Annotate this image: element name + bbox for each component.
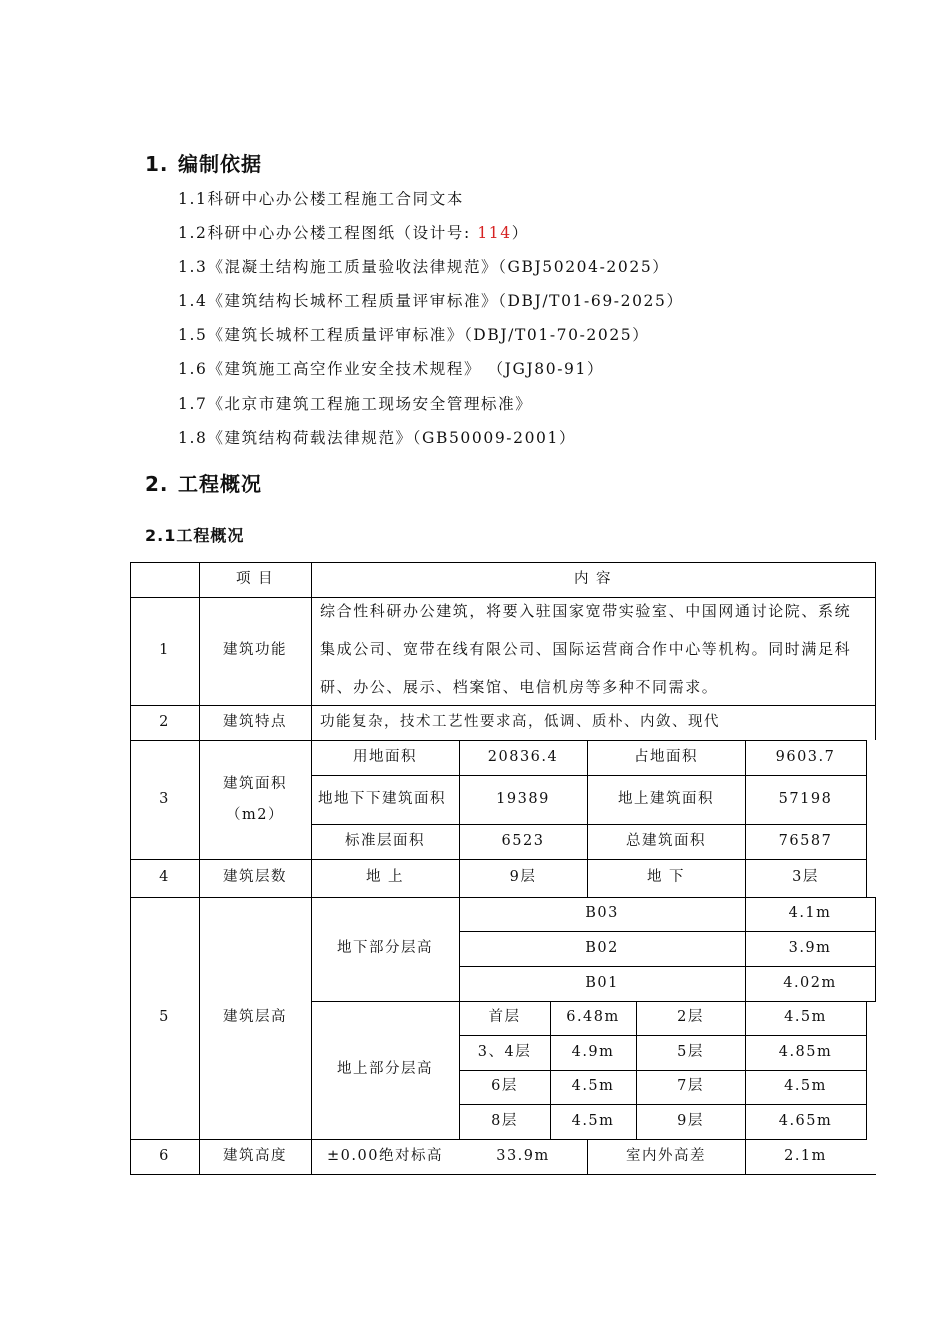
row-label: 建筑功能 [223,642,287,659]
height-label: ±0.00绝对标高 [327,1147,443,1164]
area-label: 占地面积 [634,748,698,765]
area-label: 地地下下建筑面积 [318,790,446,807]
area-value: 20836.4 [487,748,559,765]
building-features-text: 功能复杂，技术工艺性要求高，低调、质朴、内敛、现代 [320,713,720,730]
floor-name: 3、4层 [477,1043,532,1060]
row-label: 建筑面积（m2） [223,775,287,823]
header-content: 内 容 [573,570,613,587]
section-number: 2. [145,472,169,496]
design-number: 114 [477,224,512,242]
header-item: 项 目 [235,570,275,587]
floor-height: 6.48m [566,1009,620,1026]
floor-height: 4.85m [778,1043,833,1060]
area-value: 9603.7 [775,748,836,765]
basis-item-7: 1.7《北京市建筑工程施工现场安全管理标准》 [178,395,533,413]
section-title: 工程概况 [178,472,262,496]
floor-name: 5层 [677,1043,704,1060]
row-number: 4 [159,869,170,886]
floor-name: 首层 [488,1009,521,1026]
floors-value: 9层 [509,869,537,886]
row-label: 建筑特点 [223,713,287,730]
floor-name: 9层 [677,1112,704,1129]
area-value: 6523 [501,832,545,849]
floor-name: 7层 [677,1078,704,1095]
row-number: 5 [159,1009,170,1026]
text-line: 集成公司、宽带在线有限公司、国际运营商合作中心等机构。同时满足科 [320,640,852,658]
height-label: 室内外高差 [626,1147,706,1164]
floor-name: 2层 [677,1009,704,1026]
building-function-text [320,592,872,706]
row-number: 6 [159,1147,170,1164]
below-ground-label: 地下部分层高 [337,940,433,957]
floor-name: 8层 [491,1112,518,1129]
text-line: 综合性科研办公建筑，将要入驻国家宽带实验室、中国网通讨论院、系统 [320,602,852,620]
row-number: 1 [159,642,170,659]
floors-label: 地 下 [646,869,686,886]
floor-name: B02 [585,939,619,956]
area-label: 用地面积 [353,748,417,765]
floor-height: 4.5m [784,1009,827,1026]
section-title: 编制依据 [178,152,262,176]
floor-name: 6层 [491,1078,518,1095]
floor-height: 4.1m [788,905,832,922]
row-number: 3 [159,790,170,807]
basis-item-6: 1.6《建筑施工高空作业安全技术规程》 （JGJ80-91） [178,360,605,378]
basis-item-4: 1.4《建筑结构长城杯工程质量评审标准》（DBJ/T01-69-2025） [178,292,684,310]
floor-height: 4.5m [784,1078,827,1095]
basis-item-2 [178,221,529,243]
basis-item-8: 1.8《建筑结构荷载法律规范》（GB50009-2001） [178,429,577,447]
basis-item-text: 1.2科研中心办公楼工程图纸（设计号: [178,224,478,242]
floors-label: 地 上 [365,869,405,886]
area-label: 标准层面积 [345,832,425,849]
text-line: 研、办公、展示、档案馆、电信机房等多种不同需求。 [320,678,719,696]
section-1-heading [145,148,262,177]
above-ground-label: 地上部分层高 [337,1061,433,1078]
basis-item-suffix: ） [511,224,529,242]
area-value: 76587 [778,832,833,849]
area-label: 总建筑面积 [626,832,706,849]
subsection-heading: 2.1工程概况 [145,526,245,545]
area-label: 地上建筑面积 [618,790,714,807]
basis-item-1: 1.1科研中心办公楼工程施工合同文本 [178,190,464,208]
floor-height: 4.9m [571,1043,615,1060]
floor-height: 3.9m [788,939,832,956]
floor-height: 4.02m [783,974,837,991]
row-label: 建筑高度 [223,1147,287,1164]
section-number: 1. [145,152,169,176]
height-value: 2.1m [784,1147,827,1164]
area-value: 57198 [778,790,833,807]
row-label: 建筑层高 [223,1009,287,1026]
area-value: 19389 [496,790,550,807]
floors-value: 3层 [792,869,819,886]
row-label: 建筑层数 [223,869,287,886]
floor-height: 4.65m [778,1112,833,1129]
basis-item-3: 1.3《混凝土结构施工质量验收法律规范》（GBJ50204-2025） [178,258,670,276]
row-number: 2 [159,713,170,730]
section-2-heading [145,468,262,497]
height-value: 33.9m [496,1147,550,1164]
basis-item-5: 1.5《建筑长城杯工程质量评审标准》（DBJ/T01-70-2025） [178,326,650,344]
floor-name: B03 [585,905,619,922]
floor-height: 4.5m [571,1112,615,1129]
floor-name: B01 [585,974,619,991]
floor-height: 4.5m [571,1078,615,1095]
